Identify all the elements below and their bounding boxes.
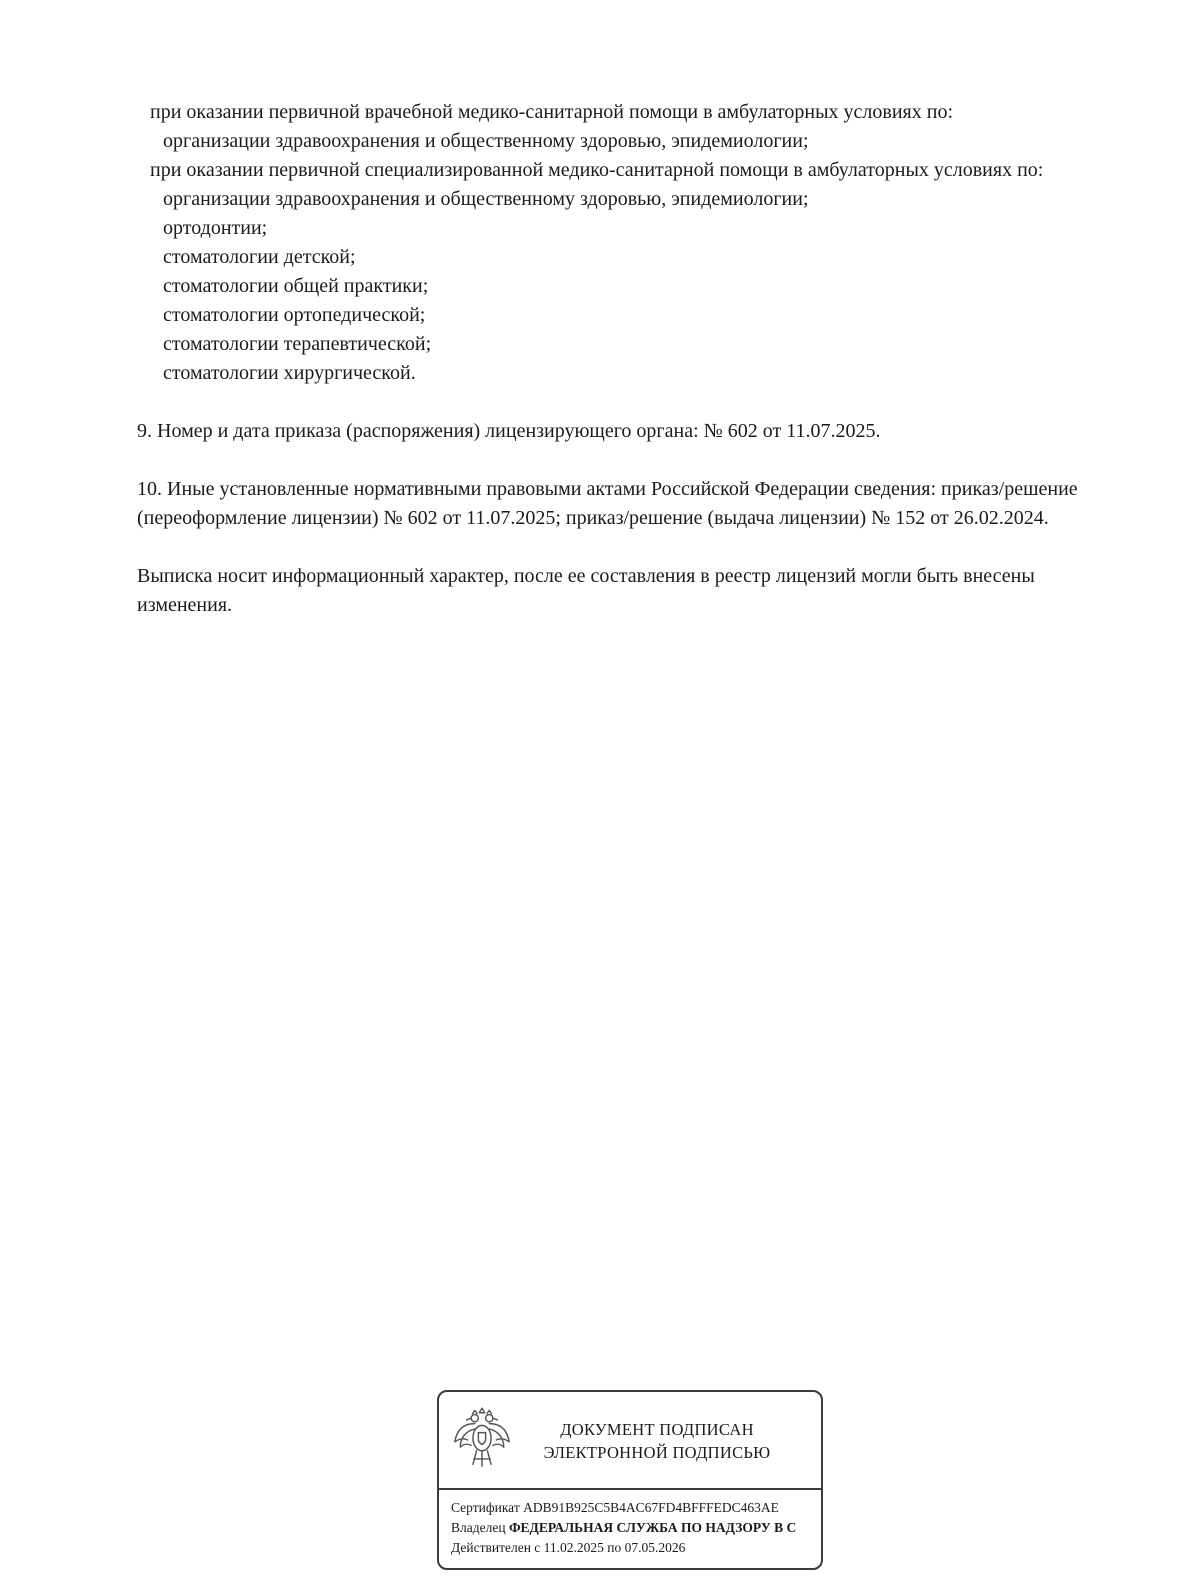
work-line: стоматологии детской; — [163, 246, 356, 268]
work-line: организации здравоохранения и общественному здоровью, эпидемиологии; — [163, 188, 809, 210]
electronic-signature-stamp — [437, 1390, 823, 1570]
paragraph-9-order-number: 9. Номер и дата приказа (распоряжения) лицензирующего органа: № 602 от 11.07.2025. — [137, 420, 881, 442]
disclaimer-paragraph: Выписка носит информационный характер, после ее составления в реестр лицензий могли быть внесены изменения. — [137, 565, 1035, 616]
work-line: организации здравоохранения и общественному здоровью, эпидемиологии; — [163, 130, 809, 152]
work-line: стоматологии ортопедической; — [163, 304, 426, 326]
stamp-details — [439, 1490, 821, 1568]
work-line: стоматологии хирургической. — [163, 362, 416, 384]
document-body — [137, 98, 1105, 620]
owner-line — [451, 1518, 821, 1538]
certificate-line — [451, 1498, 821, 1518]
work-line: стоматологии общей практики; — [163, 275, 429, 297]
owner-value: ФЕДЕРАЛЬНАЯ СЛУЖБА ПО НАДЗОРУ В С — [508, 1520, 797, 1535]
paragraph-10-other-info: 10. Иные установленные нормативными правовыми актами Российской Федерации сведения: приказ/решение (переоформление лицензии) № 602 от 11.07.2025; приказ/решение (выдача лицензии) № 152 от 26.02.2024. — [137, 478, 1078, 529]
double-headed-eagle-icon — [453, 1406, 515, 1477]
stamp-title-line2: ЭЛЕКТРОННОЙ ПОДПИСЬЮ — [543, 1443, 771, 1462]
work-line: при оказании первичной специализированной медико-санитарной помощи в амбулаторных условиях по: — [150, 159, 1044, 181]
stamp-title — [515, 1418, 807, 1464]
stamp-header — [439, 1392, 821, 1488]
validity-line: Действителен с 11.02.2025 по 07.05.2026 — [451, 1540, 686, 1555]
work-line: при оказании первичной врачебной медико-санитарной помощи в амбулаторных условиях по: — [150, 101, 954, 123]
owner-label: Владелец — [451, 1520, 506, 1535]
certificate-label: Сертификат — [451, 1500, 520, 1515]
stamp-title-line1: ДОКУМЕНТ ПОДПИСАН — [560, 1420, 754, 1439]
work-line: ортодонтии; — [163, 217, 268, 239]
certificate-value: ADB91B925C5B4AC67FD4BFFFEDC463AE — [523, 1500, 779, 1515]
licensed-works-list — [137, 98, 1105, 388]
work-line: стоматологии терапевтической; — [163, 333, 432, 355]
